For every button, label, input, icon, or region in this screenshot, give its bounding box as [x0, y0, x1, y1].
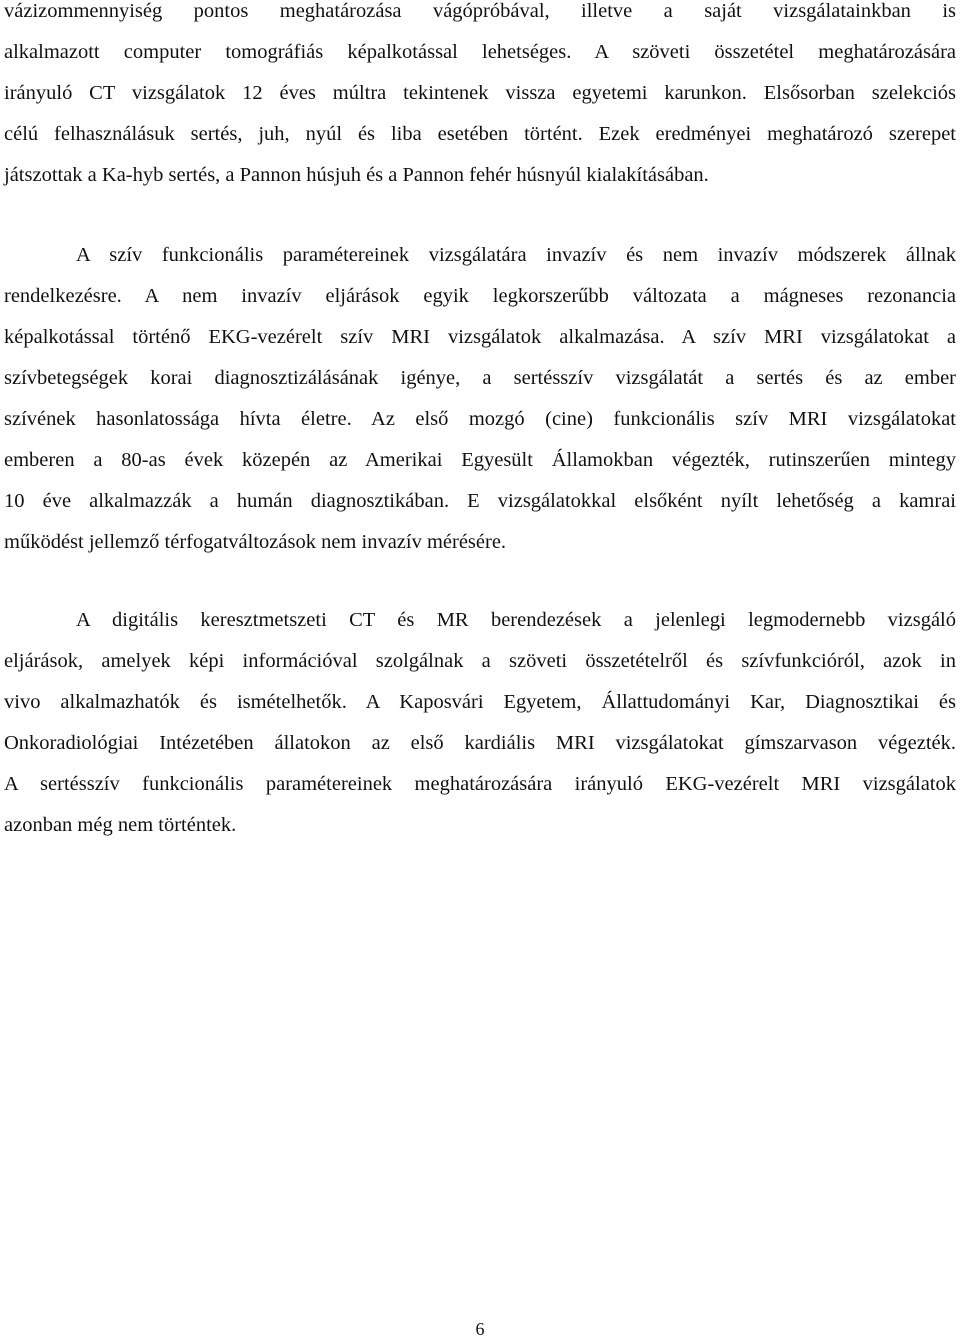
- paragraph-heart-mri: [4, 235, 956, 563]
- paragraph-digital-imaging: [4, 600, 956, 846]
- text-line: játszottak a Ka-hyb sertés, a Pannon húsjuh és a Pannon fehér húsnyúl kialakításában.: [4, 164, 709, 186]
- text-line: A digitális keresztmetszeti CT és MR berendezések a jelenlegi legmodernebb vizsgáló: [76, 609, 956, 631]
- text-line: vázizommennyiség pontos meghatározása vágópróbával, illetve a saját vizsgálatainkban is: [4, 0, 956, 22]
- text-line: A szív funkcionális paramétereinek vizsgálatára invazív és nem invazív módszerek állnak: [76, 244, 956, 266]
- text-line: működést jellemző térfogatváltozások nem invazív mérésére.: [4, 531, 507, 553]
- text-line: emberen a 80-as évek közepén az Amerikai Egyesült Államokban végezték, rutinszerűen mintegy: [4, 449, 956, 471]
- text-line: alkalmazott computer tomográfiás képalkotással lehetséges. A szöveti összetétel meghatározására: [4, 41, 956, 63]
- text-line: célú felhasználásuk sertés, juh, nyúl és liba esetében történt. Ezek eredményei meghatározó szerepet: [4, 123, 956, 145]
- text-line: vivo alkalmazhatók és ismételhetők. A Kaposvári Egyetem, Állattudományi Kar, Diagnosztikai és: [4, 691, 956, 713]
- text-line: 10 éve alkalmazzák a humán diagnosztikában. E vizsgálatokkal elsőként nyílt lehetőség a kamrai: [4, 490, 956, 512]
- paragraph-ct-tissue: [4, 0, 956, 196]
- text-line: azonban még nem történtek.: [4, 814, 237, 836]
- text-line: irányuló CT vizsgálatok 12 éves múltra tekintenek vissza egyetemi karunkon. Elsősorban szelekciós: [4, 82, 956, 104]
- text-line: rendelkezésre. A nem invazív eljárások egyik legkorszerűbb változata a mágneses rezonancia: [4, 285, 956, 307]
- text-line: szívének hasonlatossága hívta életre. Az első mozgó (cine) funkcionális szív MRI vizsgálatokat: [4, 408, 956, 430]
- page-number: 6: [475, 1319, 485, 1339]
- text-line: A sertésszív funkcionális paramétereinek meghatározására irányuló EKG-vezérelt MRI vizsgálatok: [4, 773, 956, 795]
- text-line: eljárások, amelyek képi információval szolgálnak a szöveti összetételről és szívfunkcióról, azok in: [4, 650, 956, 672]
- text-line: szívbetegségek korai diagnosztizálásának igénye, a sertésszív vizsgálatát a sertés és az ember: [4, 367, 956, 389]
- text-line: Onkoradiológiai Intézetében állatokon az első kardiális MRI vizsgálatokat gímszarvason végezték.: [4, 732, 956, 754]
- text-line: képalkotással történő EKG-vezérelt szív MRI vizsgálatok alkalmazása. A szív MRI vizsgálatokat a: [4, 326, 956, 348]
